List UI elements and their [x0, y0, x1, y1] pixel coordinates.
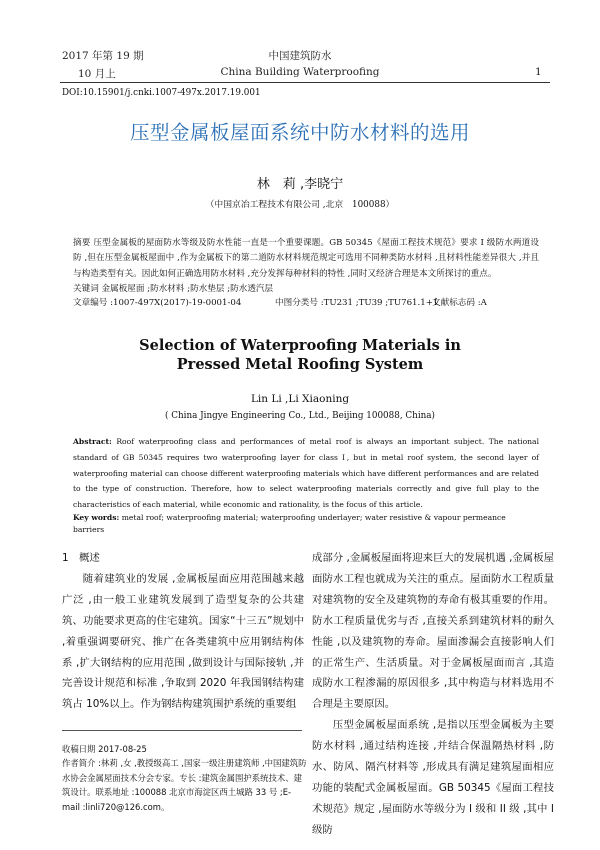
- authors-cn: 林 莉 ,李晓宁: [256, 177, 344, 192]
- body-right-column: [312, 548, 554, 841]
- abstract-cn: [73, 236, 539, 282]
- body-left-column: [62, 548, 304, 715]
- title-en-line1: Selection of Waterproofing Materials in: [139, 337, 461, 354]
- body-paragraph: 成部分 ,金属板屋面将迎来巨大的发展机遇 ,金属板屋面防水工程也就成为关注的重点。屋面防水工程质量对建筑物的安全及建筑物的寿命有极其重要的作用。防水工程质量优劣与否 ,直接关系到建筑材料的耐久性能 ,以及建筑物的寿命。屋面渗漏会直接影响人们的正常生产、生活质量。对于金属板屋面而言 ,其造成防水工程渗漏的原因很多 ,其中构造与材料选用不合理是主要原因。: [312, 552, 554, 711]
- abstract-en-text: Roof waterproofing class and performances of metal roof is always an important subject. The national standard of GB 50345 requires two waterproofing layer for class Ⅰ, but in metal roof system, the second layer of waterproofing material can choose different waterproofing materials which have different performances and are related to the type of construction. Therefore, how to select waterproofing materials correctly and give full play to the characteristics of each material, while economic and rationality, is the focus of this article.: [73, 437, 539, 510]
- keywords-cn-text: 金属板屋面 ;防水材料 ;防水垫层 ;防水透汽层: [98, 284, 274, 294]
- clc-number: 中图分类号 :TU231 ;TU39 ;TU761.1+1: [275, 298, 439, 308]
- section-heading: 1 概述: [62, 552, 100, 564]
- affiliation-cn: （中国京冶工程技术有限公司 ,北京 100088）: [205, 200, 395, 210]
- page-title: 压型金属板屋面系统中防水材料的选用: [129, 121, 470, 144]
- footnote-rule: [62, 730, 302, 731]
- doi: DOI:10.15901/j.cnki.1007-497x.2017.19.001: [62, 88, 261, 98]
- issue-label: 2017 年第 19 期: [62, 50, 144, 62]
- author-bio: 作者简介 :林莉 ,女 ,教授级高工 ,国家一级注册建筑师 ,中国建筑防水协会金属屋面技术分会专家。专长 :建筑金属围护系统技术、建筑设计。联系地址 :100088 北京市海淀区西土城路 33 号 ;E-mail :linli720@126.com。: [62, 758, 307, 812]
- abstract-cn-text: 压型金属板的屋面防水等级及防水性能一直是一个重要课题。GB 50345《屋面工程技术规范》要求 I 级防水两道设防 ,但在压型金属板屋面中 ,作为金属板下的第二道防水材料规范规定可选用不同种类防水材料 ,且材料性能差异很大 ,并且与构造类型有关。因此如何正确选用防水材料 ,充分发挥每种材料的特性 ,同时又经济合理是本文所探讨的重点。: [73, 238, 539, 279]
- abstract-en: [73, 434, 539, 513]
- journal-name-en: China Building Waterproofing: [220, 66, 380, 78]
- title-en-line2: Pressed Metal Roofing System: [176, 356, 424, 373]
- month-label: 10 月上: [78, 68, 116, 80]
- received-date: 收稿日期 2017-08-25: [62, 744, 147, 754]
- footnote: [62, 742, 308, 814]
- journal-name-cn: 中国建筑防水: [268, 50, 332, 62]
- keywords-en-text: metal roof; waterproofing material; waterproofing underlayer; water resistive & vapour permeance barriers: [73, 513, 506, 534]
- title-en: [0, 336, 600, 374]
- keywords-en: [73, 512, 539, 536]
- document-code: 文献标志码 :A: [432, 298, 487, 308]
- header-rule: [60, 82, 550, 83]
- authors-en: Lin Li ,Li Xiaoning: [250, 393, 350, 405]
- body-paragraph: 随着建筑业的发展 ,金属板屋面应用范围越来越广泛 ,由一般工业建筑发展到了造型复杂的公共建筑、功能要求更高的住宅建筑。国家“十三五”规划中 ,着重强调要研究、推广在各类建筑中应用钢结构体系 ,扩大钢结构的应用范围 ,做到设计与国际接轨 ,并完善设计规范和标准 ,争取到 2020 年我国钢结构建筑占 10%以上。作为钢结构建筑围护系统的重要组: [62, 572, 304, 711]
- article-number: 文章编号 :1007-497X(2017)-19-0001-04: [73, 298, 242, 308]
- abstract-en-label: Abstract:: [73, 437, 112, 446]
- keywords-en-label: Key words:: [73, 513, 120, 522]
- abstract-cn-label: 摘要: [73, 238, 91, 248]
- keywords-cn-label: 关键词: [73, 284, 99, 294]
- affiliation-en: ( China Jingye Engineering Co., Ltd., Beijing 100088, China): [165, 411, 435, 421]
- page-number: 1: [535, 66, 542, 78]
- body-paragraph: 压型金属板屋面系统 ,是指以压型金属板为主要防水材料 ,通过结构连接 ,并结合保温隔热材料 ,防水、防风、隔汽材料等 ,形成具有满足建筑屋面相应功能的装配式金属板屋面。GB 50345《屋面工程技术规范》规定 ,屋面防水等级分为 I 级和 II 级 ,其中 I 级防: [312, 719, 554, 836]
- keywords-cn: [73, 282, 539, 297]
